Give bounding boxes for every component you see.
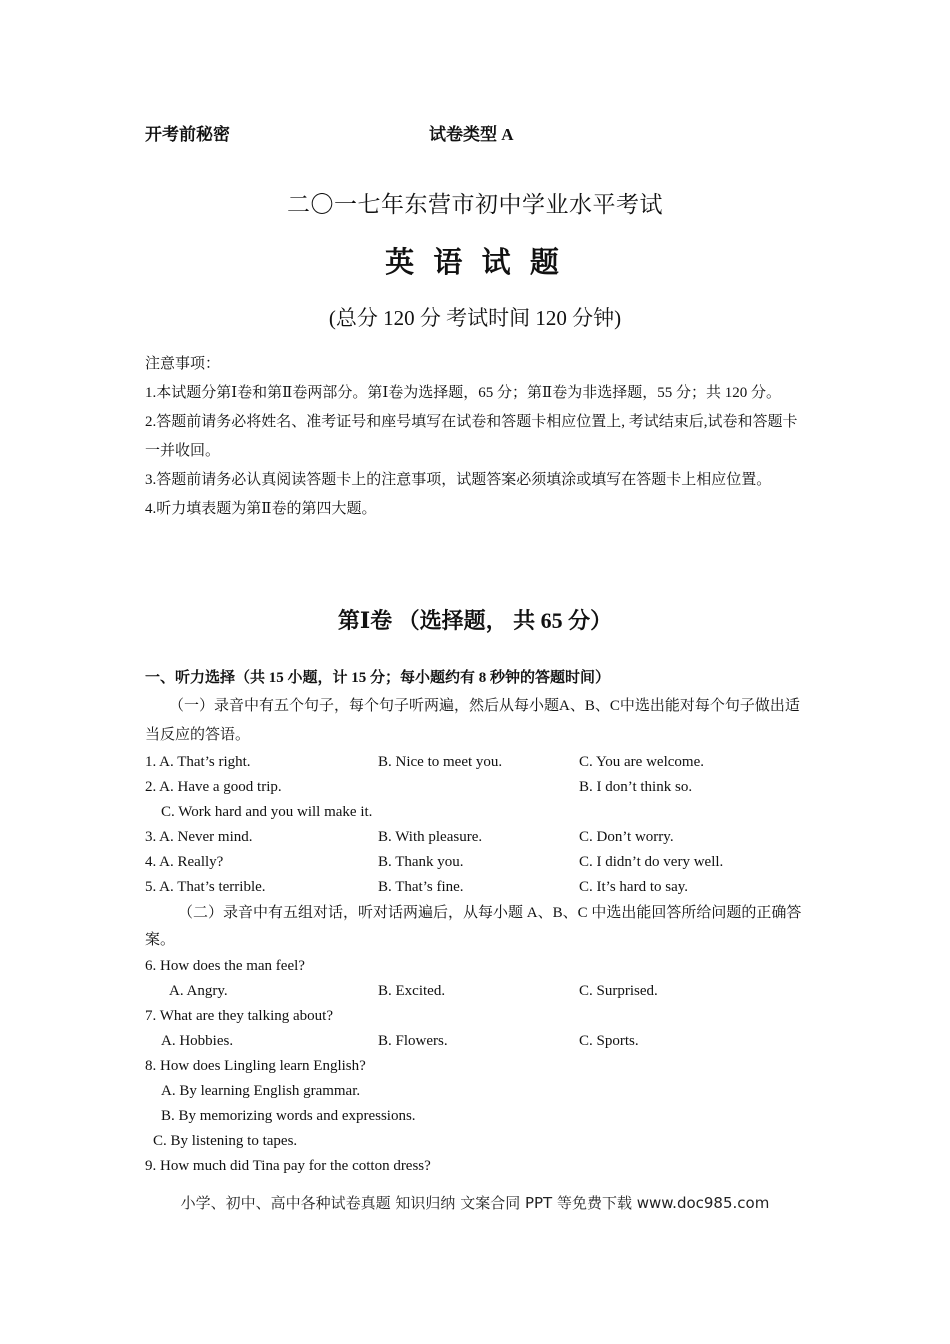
question-8-option-c-row xyxy=(145,1129,810,1154)
question-text: 8. How does Lingling learn English? xyxy=(145,1058,366,1074)
option-c: C. It’s hard to say. xyxy=(579,879,689,895)
question-6-options xyxy=(145,979,810,1004)
question-2 xyxy=(145,775,810,800)
note-item: 2.答题前请务必将姓名、准考证号和座号填写在试卷和答题卡相应位置上, 考试结束后,试卷和答题卡一并收回。 xyxy=(145,414,798,459)
exam-title: 二〇一七年东营市初中学业水平考试 xyxy=(287,192,663,217)
option-b: B. By memorizing words and expressions. xyxy=(161,1108,416,1124)
option-b: B. With pleasure. xyxy=(378,829,483,845)
section-heading: 一、听力选择（共 15 小题，计 15 分；每小题约有 8 秒钟的答题时间） xyxy=(145,670,611,686)
option-b: B. Flowers. xyxy=(378,1033,448,1049)
question-text: 7. What are they talking about? xyxy=(145,1008,333,1024)
question-3 xyxy=(145,825,810,850)
notes-heading: 注意事项： xyxy=(145,356,221,372)
question-8-option-b-row xyxy=(145,1104,810,1129)
confidential-label: 开考前秘密 xyxy=(145,125,230,144)
question-7 xyxy=(145,1004,810,1029)
subject-title: 英 语 试 题 xyxy=(385,247,565,279)
option-b: B. Thank you. xyxy=(378,854,464,870)
question-7-options xyxy=(145,1029,810,1054)
option-a: 5. A. That’s terrible. xyxy=(145,879,266,895)
question-1 xyxy=(145,750,810,775)
option-c: C. I didn’t do very well. xyxy=(579,854,724,870)
question-text: 9. How much did Tina pay for the cotton dress? xyxy=(145,1158,431,1174)
footer-watermark: 小学、初中、高中各种试卷真题 知识归纳 文案合同 PPT 等免费下载 www.doc985.com xyxy=(180,1194,770,1212)
part1-title: 第Ⅰ卷 （选择题， 共 65 分） xyxy=(337,608,613,633)
option-c: C. Sports. xyxy=(579,1033,639,1049)
option-a: 1. A. That’s right. xyxy=(145,754,251,770)
option-a: A. Angry. xyxy=(169,983,228,999)
paper-type-label: 试卷类型 A xyxy=(429,125,514,144)
question-9 xyxy=(145,1154,810,1179)
option-c: C. Surprised. xyxy=(579,983,658,999)
option-a: 3. A. Never mind. xyxy=(145,829,253,845)
option-c: C. Work hard and you will make it. xyxy=(161,804,373,820)
note-item: 1.本试题分第Ⅰ卷和第Ⅱ卷两部分。第Ⅰ卷为选择题，65 分；第Ⅱ卷为非选择题，55 分；共 120 分。 xyxy=(145,385,781,401)
option-c: C. By listening to tapes. xyxy=(153,1133,298,1149)
option-a: A. Hobbies. xyxy=(161,1033,234,1049)
option-c: C. You are welcome. xyxy=(579,754,704,770)
instruction-part1: （一）录音中有五个句子，每个句子听两遍，然后从每小题A、B、C中选出能对每个句子做出适当反应的答语。 xyxy=(145,698,800,743)
question-2-option-c-row xyxy=(145,800,810,825)
question-4 xyxy=(145,850,810,875)
option-c: C. Don’t worry. xyxy=(579,829,674,845)
header-line xyxy=(145,120,845,144)
note-item: 3.答题前请务必认真阅读答题卡上的注意事项，试题答案必须填涂或填写在答题卡上相应位置。 xyxy=(145,472,772,488)
question-text: 6. How does the man feel? xyxy=(145,958,305,974)
option-a: 2. A. Have a good trip. xyxy=(145,779,282,795)
question-5 xyxy=(145,875,810,900)
question-8 xyxy=(145,1054,810,1079)
exam-duration: (总分 120 分 考试时间 120 分钟) xyxy=(328,306,622,330)
question-8-option-a-row xyxy=(145,1079,810,1104)
notes-block xyxy=(145,350,810,524)
option-a: A. By learning English grammar. xyxy=(161,1083,361,1099)
instruction-part2: （二）录音中有五组对话，听对话两遍后，从每小题 A、B、C 中选出能回答所给问题的正确答案。 xyxy=(145,905,802,948)
question-6 xyxy=(145,954,810,979)
option-b: B. That’s fine. xyxy=(378,879,464,895)
option-b: B. I don’t think so. xyxy=(579,779,693,795)
option-a: 4. A. Really? xyxy=(145,854,224,870)
option-b: B. Nice to meet you. xyxy=(378,754,503,770)
note-item: 4.听力填表题为第Ⅱ卷的第四大题。 xyxy=(145,501,377,517)
listening-section xyxy=(145,666,810,1179)
option-b: B. Excited. xyxy=(378,983,446,999)
